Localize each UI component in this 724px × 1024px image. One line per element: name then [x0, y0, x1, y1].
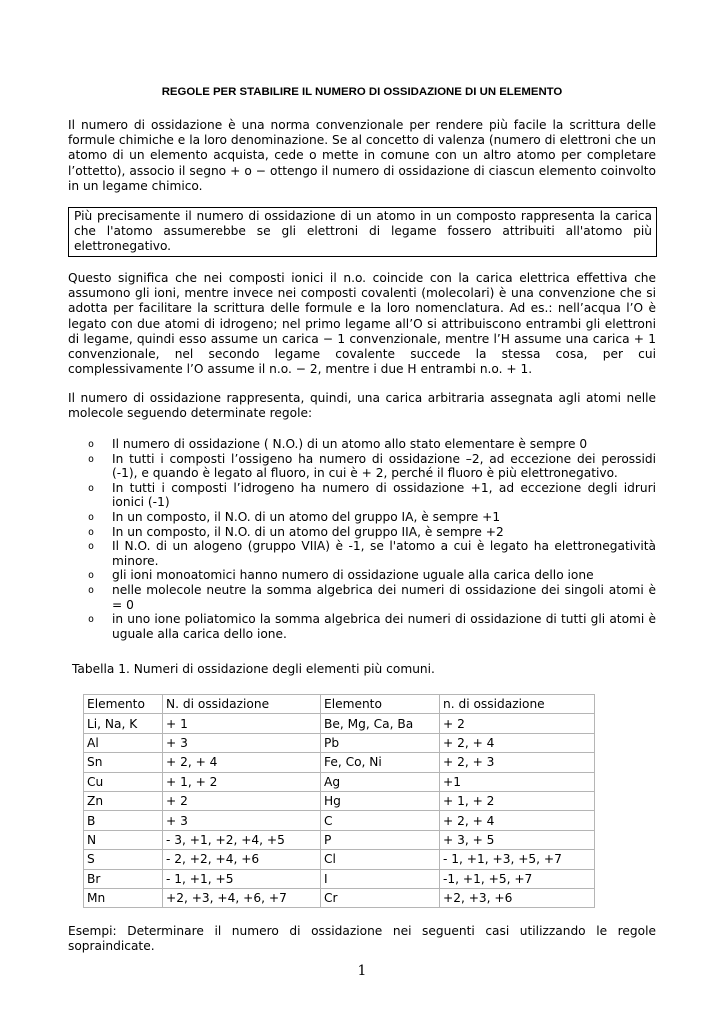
table-row	[84, 830, 595, 849]
list-item	[68, 612, 656, 641]
table-row	[84, 714, 595, 733]
bullet-icon: o	[88, 570, 95, 582]
table-header-row	[84, 695, 595, 714]
rule-text: In un composto, il N.O. di un atomo del gruppo IA, è sempre +1	[112, 509, 501, 524]
table-cell: +1	[440, 772, 595, 791]
rule-text: In tutti i composti l’ossigeno ha numero di ossidazione –2, ad eccezione dei perossidi (-1), e quando è legato al fluoro, in cui è + 2, perché il fluoro è più elettronegativo.	[112, 451, 656, 481]
table-cell: -1, +1, +5, +7	[440, 869, 595, 888]
table-row	[84, 869, 595, 888]
table-row	[84, 791, 595, 810]
table-caption: Tabella 1. Numeri di ossidazione degli elementi più comuni.	[72, 662, 435, 676]
table-header-cell: N. di ossidazione	[163, 695, 321, 714]
list-item	[68, 539, 656, 568]
bullet-icon: o	[88, 584, 95, 596]
table-cell: +2, +3, +4, +6, +7	[163, 888, 321, 907]
page-title: REGOLE PER STABILIRE IL NUMERO DI OSSIDAZIONE DI UN ELEMENTO	[161, 86, 563, 98]
explanation-paragraph: Questo significa che nei composti ionici il n.o. coincide con la carica elettrica effettiva che assumono gli ioni, mentre invece nei composti covalenti (molecolari) è una convenzione che si adotta per facilitare la scrittura delle formule e la loro nomenclatura. Ad es.: nell’acqua l’O è legato con due atomi di idrogeno; nel primo legame all’O si attribuiscono entrambi gli elettroni di legame, quindi esso assume un carica − 1 convenzionale, mentre l’H assume una carica + 1 convenzionale, nel secondo legame covalente succede la stessa cosa, per cui complessivamente l’O assume il n.o. − 2, mentre i due H entrambi n.o. + 1.	[68, 271, 656, 377]
table-cell: S	[84, 850, 163, 869]
table-cell: + 3	[163, 733, 321, 752]
table-row	[84, 850, 595, 869]
example-paragraph: Esempi: Determinare il numero di ossidazione nei seguenti casi utilizzando le regole sopraindicate.	[68, 924, 656, 954]
table-cell: Li, Na, K	[84, 714, 163, 733]
definition-box: Più precisamente il numero di ossidazione di un atomo in un composto rappresenta la carica che l'atomo assumerebbe se gli elettroni di legame fossero attribuiti all'atomo più elettronegativo.	[68, 207, 657, 257]
rule-text: in uno ione poliatomico la somma algebrica dei numeri di ossidazione di tutti gli atomi è uguale alla carica dello ione.	[112, 612, 656, 641]
bullet-icon: o	[88, 614, 95, 626]
table-row	[84, 811, 595, 830]
table-row	[84, 772, 595, 791]
table-cell: P	[321, 830, 440, 849]
table-cell: Hg	[321, 791, 440, 810]
list-item	[68, 437, 656, 452]
bullet-icon: o	[88, 482, 95, 494]
table-cell: - 1, +1, +3, +5, +7	[440, 850, 595, 869]
list-item	[68, 525, 656, 540]
table-cell: + 2	[163, 791, 321, 810]
table-cell: Pb	[321, 733, 440, 752]
table-cell: Al	[84, 733, 163, 752]
table-cell: + 1, + 2	[440, 791, 595, 810]
bullet-icon: o	[88, 526, 95, 538]
table-cell: + 2	[440, 714, 595, 733]
table-cell: - 3, +1, +2, +4, +5	[163, 830, 321, 849]
oxidation-table	[83, 694, 595, 908]
rule-text: Il N.O. di un alogeno (gruppo VIIA) è -1, se l'atomo a cui è legato ha elettronegatività minore.	[112, 539, 656, 568]
table-cell: Cr	[321, 888, 440, 907]
table-cell: + 3	[163, 811, 321, 830]
table-cell: Cl	[321, 850, 440, 869]
table-cell: Cu	[84, 772, 163, 791]
table-cell: Br	[84, 869, 163, 888]
rules-list	[68, 437, 656, 641]
rule-text: gli ioni monoatomici hanno numero di ossidazione uguale alla carica dello ione	[112, 568, 594, 583]
table-cell: B	[84, 811, 163, 830]
table-cell: +2, +3, +6	[440, 888, 595, 907]
list-item	[68, 452, 656, 481]
table-row	[84, 888, 595, 907]
rule-text: In un composto, il N.O. di un atomo del gruppo IIA, è sempre +2	[112, 524, 504, 539]
rule-text: Il numero di ossidazione ( N.O.) di un atomo allo stato elementare è sempre 0	[112, 437, 588, 451]
bullet-icon: o	[88, 453, 95, 465]
table-cell: N	[84, 830, 163, 849]
rules-intro-paragraph: Il numero di ossidazione rappresenta, quindi, una carica arbitraria assegnata agli atomi nelle molecole seguendo determinate regole:	[68, 391, 656, 421]
rule-text: nelle molecole neutre la somma algebrica dei numeri di ossidazione dei singoli atomi è = 0	[112, 582, 656, 612]
table-cell: Ag	[321, 772, 440, 791]
table-header-cell: Elemento	[84, 695, 163, 714]
table-row	[84, 753, 595, 772]
list-item	[68, 568, 656, 583]
table-cell: + 1	[163, 714, 321, 733]
table-header-cell: Elemento	[321, 695, 440, 714]
table-cell: Sn	[84, 753, 163, 772]
table-cell: + 2, + 4	[163, 753, 321, 772]
table-cell: - 1, +1, +5	[163, 869, 321, 888]
table-cell: - 2, +2, +4, +6	[163, 850, 321, 869]
rule-text: In tutti i composti l’idrogeno ha numero di ossidazione +1, ad eccezione degli idruri ionici (-1)	[112, 480, 656, 510]
table-cell: Zn	[84, 791, 163, 810]
table-cell: Be, Mg, Ca, Ba	[321, 714, 440, 733]
bullet-icon: o	[88, 541, 95, 553]
table-row	[84, 733, 595, 752]
table-cell: I	[321, 869, 440, 888]
list-item	[68, 583, 656, 612]
table-cell: Fe, Co, Ni	[321, 753, 440, 772]
table-cell: + 1, + 2	[163, 772, 321, 791]
bullet-icon: o	[88, 439, 95, 450]
table-cell: Mn	[84, 888, 163, 907]
page-number: 1	[357, 963, 367, 979]
table-cell: + 2, + 4	[440, 733, 595, 752]
list-item	[68, 481, 656, 510]
intro-paragraph: Il numero di ossidazione è una norma convenzionale per rendere più facile la scrittura delle formule chimiche e la loro denominazione. Se al concetto di valenza (numero di elettroni che un atomo di un elemento acquista, cede o mette in comune con un altro atomo per completare l’ottetto), associo il segno + o − ottengo il numero di ossidazione di ciascun elemento coinvolto in un legame chimico.	[68, 118, 656, 193]
table-cell: + 2, + 3	[440, 753, 595, 772]
table-cell: + 2, + 4	[440, 811, 595, 830]
table-header-cell: n. di ossidazione	[440, 695, 595, 714]
table-cell: + 3, + 5	[440, 830, 595, 849]
list-item	[68, 510, 656, 525]
table-cell: C	[321, 811, 440, 830]
bullet-icon: o	[88, 511, 95, 523]
